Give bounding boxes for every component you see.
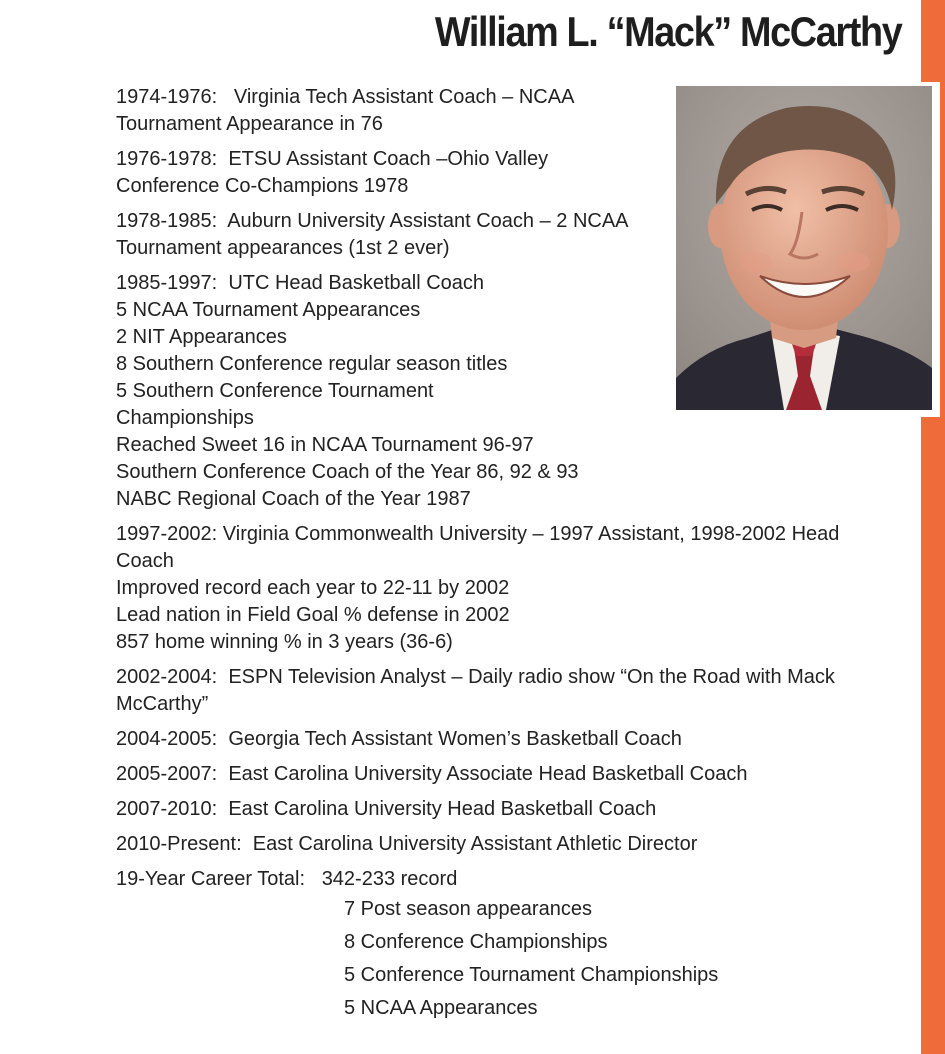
entry-detail: Championships	[116, 407, 254, 429]
career-total-label: 19-Year Career Total:	[116, 868, 306, 890]
entry-line	[116, 270, 876, 297]
career-entry	[116, 84, 646, 138]
career-entry	[116, 664, 876, 718]
entry-years: 2007-2010:	[116, 798, 218, 820]
entry-line	[116, 796, 876, 823]
page-title: William L. “Mack” McCarthy	[434, 8, 901, 55]
career-total-item: 5 NCAA Appearances	[344, 997, 538, 1019]
entry-text: East Carolina University Associate Head Basketball Coach	[228, 763, 748, 785]
entry-line	[116, 208, 646, 262]
entry-text: Georgia Tech Assistant Women’s Basketball Coach	[228, 728, 682, 750]
entry-years: 1985-1997:	[116, 272, 218, 294]
entry-detail: 857 home winning % in 3 years (36-6)	[116, 631, 453, 653]
entry-line	[116, 831, 876, 858]
entry-years: 1976-1978:	[116, 148, 218, 170]
career-total-item: 7 Post season appearances	[344, 898, 592, 920]
entry-text: East Carolina University Assistant Athletic Director	[252, 833, 698, 855]
entry-line	[116, 761, 876, 788]
career-entry	[116, 831, 876, 858]
entry-text: ESPN Television Analyst – Daily radio show “On the Road with Mack McCarthy”	[116, 666, 835, 715]
entry-line	[116, 84, 646, 138]
entry-years: 1974-1976:	[116, 86, 218, 108]
career-total-list	[344, 893, 876, 1025]
career-total-record: 342-233 record	[321, 868, 458, 890]
entry-years: 1978-1985:	[116, 210, 218, 232]
career-total-item: 8 Conference Championships	[344, 931, 608, 953]
entry-detail: 2 NIT Appearances	[116, 326, 287, 348]
entry-detail: NABC Regional Coach of the Year 1987	[116, 488, 471, 510]
career-entry	[116, 761, 876, 788]
entry-detail: 8 Southern Conference regular season titles	[116, 353, 508, 375]
career-total-line	[116, 866, 876, 893]
career-entry	[116, 796, 876, 823]
career-entry	[116, 270, 876, 513]
entry-years: 2010-Present:	[116, 833, 242, 855]
entry-detail: 5 NCAA Tournament Appearances	[116, 299, 421, 321]
entry-years: 2005-2007:	[116, 763, 218, 785]
career-total-item: 5 Conference Tournament Championships	[344, 964, 719, 986]
career-content	[116, 84, 876, 1025]
career-entry	[116, 726, 876, 753]
entry-detail: Reached Sweet 16 in NCAA Tournament 96-97	[116, 434, 534, 456]
entry-text: Virginia Commonwealth University – 1997 Assistant, 1998-2002 Head Coach	[116, 523, 840, 572]
entry-text: ETSU Assistant Coach –Ohio Valley Conference Co-Champions 1978	[116, 148, 549, 197]
entry-line	[116, 521, 876, 575]
entry-line	[116, 146, 646, 200]
career-entry	[116, 208, 646, 262]
entry-line	[116, 726, 876, 753]
career-entry	[116, 521, 876, 656]
entry-line	[116, 664, 876, 718]
entry-years: 1997-2002:	[116, 523, 218, 545]
entry-years: 2004-2005:	[116, 728, 218, 750]
entry-text: East Carolina University Head Basketball Coach	[228, 798, 657, 820]
entry-text: Virginia Tech Assistant Coach – NCAA Tournament Appearance in 76	[116, 86, 574, 135]
entry-years: 2002-2004:	[116, 666, 218, 688]
entry-detail: Lead nation in Field Goal % defense in 2002	[116, 604, 510, 626]
entry-text: Auburn University Assistant Coach – 2 NCAA Tournament appearances (1st 2 ever)	[116, 210, 628, 259]
entry-detail: Southern Conference Coach of the Year 86, 92 & 93	[116, 461, 579, 483]
entry-detail: Improved record each year to 22-11 by 2002	[116, 577, 510, 599]
entry-detail: 5 Southern Conference Tournament	[116, 380, 434, 402]
career-entry	[116, 146, 646, 200]
career-total	[116, 866, 876, 1025]
entry-text: UTC Head Basketball Coach	[228, 272, 485, 294]
